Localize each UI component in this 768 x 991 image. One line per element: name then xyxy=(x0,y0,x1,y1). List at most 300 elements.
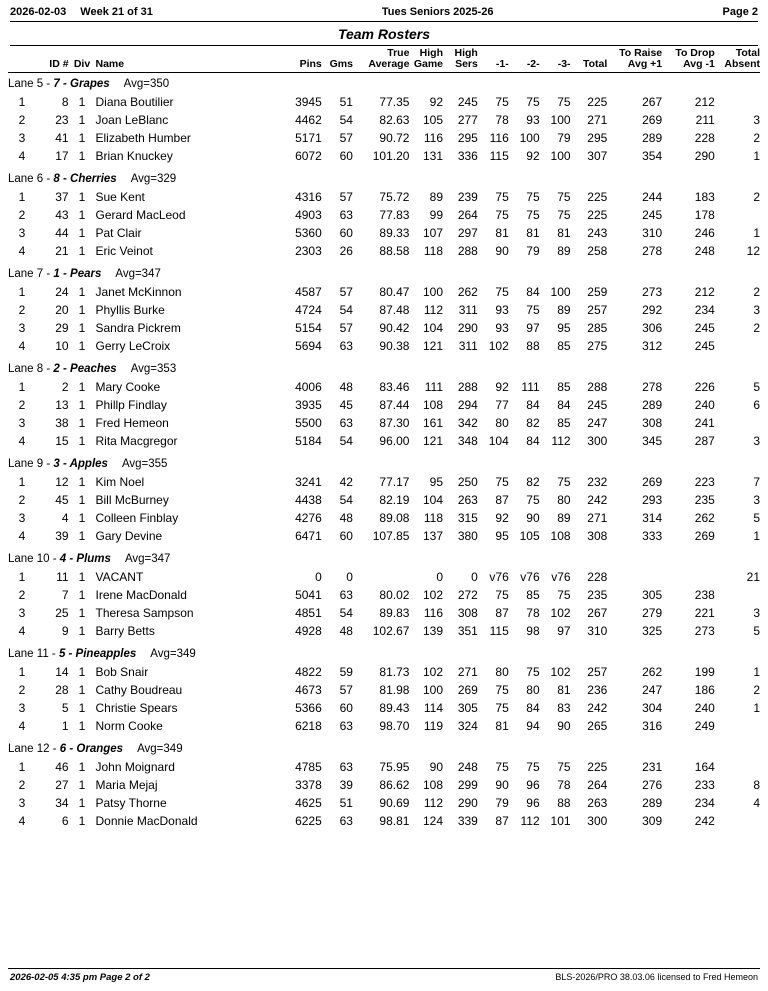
player-total: 264 xyxy=(587,777,608,792)
player-true-average: 107.85 xyxy=(372,528,410,543)
player-game-1: 92 xyxy=(495,379,509,394)
player-total: 242 xyxy=(587,492,608,507)
player-high-game: 121 xyxy=(422,338,443,353)
player-to-drop: 183 xyxy=(694,189,715,204)
player-id: 34 xyxy=(55,795,69,810)
player-number: 1 xyxy=(18,189,26,204)
player-to-drop: 211 xyxy=(695,112,715,127)
player-pins: 4316 xyxy=(295,189,322,204)
player-to-raise: 310 xyxy=(642,225,663,240)
player-total: 257 xyxy=(587,664,608,679)
player-to-raise: 354 xyxy=(642,148,663,163)
team-average: Avg=349 xyxy=(137,742,183,755)
table-row xyxy=(8,661,760,679)
player-games: 54 xyxy=(339,605,353,620)
player-high-series: 342 xyxy=(457,415,478,430)
player-pins: 3935 xyxy=(295,397,322,412)
table-row xyxy=(8,127,760,145)
col-high-game-top: High xyxy=(419,47,443,59)
player-to-raise: 293 xyxy=(642,492,663,507)
player-div: 1 xyxy=(78,528,86,543)
player-high-game: 108 xyxy=(422,777,443,792)
player-to-drop: 228 xyxy=(694,130,715,145)
player-game-1: 80 xyxy=(495,415,509,430)
player-pins: 3241 xyxy=(295,474,322,489)
player-games: 48 xyxy=(339,379,353,394)
player-pins: 5694 xyxy=(295,338,322,353)
table-row xyxy=(8,697,760,715)
player-number: 2 xyxy=(18,302,26,317)
player-pins: 6072 xyxy=(295,148,322,163)
player-high-series: 336 xyxy=(457,148,478,163)
player-div: 1 xyxy=(78,664,86,679)
player-game-3: 102 xyxy=(550,664,571,679)
player-games: 54 xyxy=(339,112,353,127)
player-total-absent: 2 xyxy=(753,682,760,697)
player-high-series: 263 xyxy=(457,492,478,507)
player-div: 1 xyxy=(78,130,86,145)
player-game-1: 90 xyxy=(495,243,509,258)
player-game-1: 79 xyxy=(495,795,509,810)
player-div: 1 xyxy=(78,623,86,638)
player-pins: 4625 xyxy=(295,795,322,810)
player-name: Joan LeBlanc xyxy=(95,112,169,127)
player-game-1: 81 xyxy=(495,225,509,240)
player-game-2: 82 xyxy=(526,415,540,430)
player-game-2: 75 xyxy=(526,664,540,679)
player-games: 57 xyxy=(339,130,353,145)
player-true-average: 77.35 xyxy=(379,94,410,109)
player-true-average: 101.20 xyxy=(372,148,410,163)
player-games: 57 xyxy=(339,320,353,335)
team-label xyxy=(8,358,760,376)
player-total: 236 xyxy=(587,682,608,697)
col-high-game-bottom: Game xyxy=(413,58,443,71)
player-id: 2 xyxy=(61,379,69,394)
col-total-absent-bottom: Absent xyxy=(724,58,760,71)
table-row xyxy=(8,186,760,204)
player-games: 54 xyxy=(339,433,353,448)
player-high-game: 0 xyxy=(436,569,443,584)
player-game-3: 83 xyxy=(557,700,571,715)
player-to-raise: 276 xyxy=(642,777,663,792)
player-game-1: 75 xyxy=(495,587,509,602)
player-games: 60 xyxy=(339,148,353,163)
player-true-average: 89.33 xyxy=(379,225,410,240)
player-to-raise: 309 xyxy=(642,813,663,828)
player-pins: 5041 xyxy=(295,587,322,602)
player-name: Patsy Thorne xyxy=(95,795,167,810)
team-lane: Lane 6 - xyxy=(8,172,54,185)
team-average: Avg=347 xyxy=(115,267,161,280)
team-header-row xyxy=(8,738,760,756)
player-high-series: 299 xyxy=(457,777,478,792)
player-to-drop: 212 xyxy=(694,94,715,109)
player-true-average: 88.58 xyxy=(379,243,410,258)
player-to-drop: 245 xyxy=(694,338,715,353)
player-to-raise: 333 xyxy=(642,528,663,543)
player-div: 1 xyxy=(78,379,86,394)
player-game-2: 97 xyxy=(526,320,540,335)
player-total: 258 xyxy=(587,243,608,258)
player-div: 1 xyxy=(78,225,86,240)
header-week: Week 21 of 31 xyxy=(80,6,153,18)
player-to-drop: 223 xyxy=(694,474,715,489)
col-total-absent xyxy=(715,48,760,70)
player-id: 21 xyxy=(55,243,69,258)
player-game-3: 75 xyxy=(557,94,571,109)
player-true-average: 90.69 xyxy=(379,795,410,810)
player-game-2: 75 xyxy=(526,94,540,109)
player-pins: 4903 xyxy=(295,207,322,222)
player-to-drop: 164 xyxy=(694,759,715,774)
player-number: 2 xyxy=(18,492,26,507)
player-to-raise: 245 xyxy=(642,207,663,222)
player-number: 4 xyxy=(18,433,26,448)
player-to-raise: 247 xyxy=(642,682,663,697)
roster-table xyxy=(8,48,760,828)
player-true-average: 81.98 xyxy=(379,682,410,697)
page-title: Team Rosters xyxy=(337,26,431,42)
col-game-3: -3- xyxy=(557,58,571,71)
player-pins: 3945 xyxy=(295,94,322,109)
team-average: Avg=329 xyxy=(130,172,177,185)
player-number: 4 xyxy=(18,338,26,353)
player-games: 51 xyxy=(339,94,353,109)
player-total-absent xyxy=(715,335,760,353)
header-league: Tues Seniors 2025-26 xyxy=(381,6,494,18)
player-true-average: 86.62 xyxy=(379,777,410,792)
table-row xyxy=(8,240,760,258)
team-lane: Lane 7 - xyxy=(8,267,54,280)
team-label xyxy=(8,738,760,756)
title-divider xyxy=(10,45,758,46)
player-game-3: 112 xyxy=(551,433,571,448)
player-game-2: 75 xyxy=(526,189,540,204)
player-true-average: 89.43 xyxy=(379,700,410,715)
player-to-drop: 287 xyxy=(694,433,715,448)
player-to-raise: 269 xyxy=(642,474,663,489)
player-true-average: 87.48 xyxy=(379,302,410,317)
player-id: 29 xyxy=(55,320,69,335)
player-number: 2 xyxy=(18,207,26,222)
player-id: 38 xyxy=(55,415,69,430)
player-to-drop: 249 xyxy=(694,718,715,733)
player-game-3: 84 xyxy=(557,397,571,412)
player-number: 2 xyxy=(18,682,26,697)
page-header xyxy=(8,6,760,21)
col-div: Div xyxy=(73,58,91,71)
player-total-absent: 7 xyxy=(753,474,760,489)
team-header-row xyxy=(8,263,760,281)
player-games: 54 xyxy=(339,492,353,507)
player-high-series: 0 xyxy=(471,569,478,584)
player-game-3: 75 xyxy=(557,587,571,602)
player-div: 1 xyxy=(78,682,86,697)
table-row xyxy=(8,299,760,317)
team-name: 8 - Cherries xyxy=(53,172,117,185)
col-to-raise xyxy=(607,48,662,70)
player-number: 3 xyxy=(18,415,26,430)
player-id: 7 xyxy=(61,587,69,602)
player-game-3: 78 xyxy=(557,777,571,792)
player-name: Janet McKinnon xyxy=(95,284,182,299)
player-high-series: 351 xyxy=(457,623,478,638)
player-game-3: 80 xyxy=(557,492,571,507)
player-name: Cathy Boudreau xyxy=(95,682,183,697)
table-row xyxy=(8,566,760,584)
team-average: Avg=353 xyxy=(130,362,177,375)
player-game-3: 75 xyxy=(557,759,571,774)
player-to-raise: 304 xyxy=(642,700,663,715)
col-row-number xyxy=(8,48,36,70)
player-total: 295 xyxy=(587,130,608,145)
player-high-series: 245 xyxy=(457,94,478,109)
player-id: 24 xyxy=(55,284,69,299)
player-to-raise: 269 xyxy=(642,112,663,127)
player-game-3: 100 xyxy=(550,284,571,299)
player-id: 25 xyxy=(55,605,69,620)
player-name: Eric Veinot xyxy=(95,243,153,258)
player-game-2: 82 xyxy=(526,474,540,489)
player-pins: 4587 xyxy=(295,284,322,299)
player-game-2: 81 xyxy=(526,225,540,240)
player-to-raise: 278 xyxy=(642,243,663,258)
player-to-raise: 231 xyxy=(642,759,663,774)
player-to-drop: 269 xyxy=(694,528,715,543)
team-average: Avg=349 xyxy=(150,647,196,660)
player-name: Phillp Findlay xyxy=(95,397,167,412)
player-to-raise: 267 xyxy=(642,94,663,109)
player-to-drop: 248 xyxy=(694,243,715,258)
player-name: Sandra Pickrem xyxy=(95,320,181,335)
player-total-absent xyxy=(715,412,760,430)
player-high-game: 114 xyxy=(423,700,443,715)
player-games: 26 xyxy=(339,243,353,258)
player-high-game: 121 xyxy=(422,433,443,448)
player-id: 46 xyxy=(55,759,69,774)
player-total: 228 xyxy=(587,569,608,584)
table-row xyxy=(8,335,760,353)
player-game-1: 93 xyxy=(495,320,509,335)
player-number: 4 xyxy=(18,813,26,828)
player-pins: 6471 xyxy=(295,528,322,543)
player-high-series: 348 xyxy=(457,433,478,448)
player-div: 1 xyxy=(78,397,86,412)
player-games: 42 xyxy=(339,474,353,489)
table-row xyxy=(8,620,760,638)
page-footer xyxy=(8,968,760,983)
player-to-drop: 186 xyxy=(694,682,715,697)
player-game-1: 116 xyxy=(489,130,509,145)
player-game-1: 115 xyxy=(489,623,509,638)
player-games: 39 xyxy=(339,777,353,792)
player-to-raise: 279 xyxy=(642,605,663,620)
player-high-series: 277 xyxy=(457,112,478,127)
player-true-average: 90.38 xyxy=(379,338,410,353)
col-to-drop xyxy=(662,48,715,70)
player-true-average: 80.02 xyxy=(379,587,410,602)
player-total-absent: 1 xyxy=(753,700,760,715)
player-to-drop: 234 xyxy=(694,795,715,810)
team-label xyxy=(8,168,760,186)
player-id: 20 xyxy=(55,302,69,317)
player-total: 300 xyxy=(587,433,608,448)
player-name: John Moignard xyxy=(95,759,175,774)
player-game-2: 96 xyxy=(526,795,540,810)
player-to-raise: 312 xyxy=(642,338,663,353)
player-div: 1 xyxy=(78,338,86,353)
player-div: 1 xyxy=(78,759,86,774)
team-lane: Lane 8 - xyxy=(8,362,54,375)
player-total: 275 xyxy=(587,338,608,353)
player-id: 8 xyxy=(61,94,69,109)
player-total-absent: 6 xyxy=(753,397,760,412)
player-high-game: 92 xyxy=(429,94,443,109)
player-name: Pat Clair xyxy=(95,225,142,240)
player-total: 310 xyxy=(587,623,608,638)
player-true-average: 89.08 xyxy=(379,510,410,525)
player-total-absent: 3 xyxy=(753,492,760,507)
player-div: 1 xyxy=(78,777,86,792)
player-div: 1 xyxy=(78,587,86,602)
player-high-series: 311 xyxy=(458,302,478,317)
player-total: 242 xyxy=(587,700,608,715)
player-games: 60 xyxy=(339,225,353,240)
player-to-raise: 292 xyxy=(642,302,663,317)
team-label xyxy=(8,643,760,661)
player-high-game: 111 xyxy=(424,379,443,394)
player-to-drop: 262 xyxy=(694,510,715,525)
player-to-drop: 233 xyxy=(694,777,715,792)
player-game-1: 75 xyxy=(495,284,509,299)
player-div: 1 xyxy=(78,474,86,489)
player-total: 271 xyxy=(587,112,608,127)
player-high-series: 264 xyxy=(457,207,478,222)
player-game-1: 87 xyxy=(495,492,509,507)
player-total: 225 xyxy=(587,207,608,222)
player-high-series: 288 xyxy=(457,379,478,394)
col-true-average-top: True xyxy=(387,47,410,59)
player-total-absent: 2 xyxy=(753,130,760,145)
player-id: 23 xyxy=(55,112,69,127)
player-name: Mary Cooke xyxy=(95,379,161,394)
player-true-average: 77.83 xyxy=(379,207,410,222)
player-game-1: 75 xyxy=(495,189,509,204)
player-total-absent: 1 xyxy=(753,148,760,163)
player-name: Diana Boutilier xyxy=(95,94,174,109)
player-total: 271 xyxy=(587,510,608,525)
player-games: 57 xyxy=(339,284,353,299)
player-to-drop: 212 xyxy=(694,284,715,299)
player-game-2: 111 xyxy=(521,379,540,394)
player-id: 12 xyxy=(55,474,69,489)
player-number: 2 xyxy=(18,112,26,127)
player-name: Theresa Sampson xyxy=(95,605,194,620)
table-row xyxy=(8,774,760,792)
player-game-1: 87 xyxy=(495,605,509,620)
player-number: 4 xyxy=(18,623,26,638)
player-name: Bob Snair xyxy=(95,664,149,679)
player-game-1: 93 xyxy=(495,302,509,317)
table-row xyxy=(8,281,760,299)
player-number: 1 xyxy=(18,569,26,584)
player-name: Bill McBurney xyxy=(95,492,169,507)
player-to-drop: 242 xyxy=(694,813,715,828)
table-row xyxy=(8,792,760,810)
player-pins: 5154 xyxy=(295,320,322,335)
footer-license: BLS-2026/PRO 38.03.06 licensed to Fred Hemeon xyxy=(555,972,758,982)
player-game-2: 96 xyxy=(526,777,540,792)
player-div: 1 xyxy=(78,189,86,204)
team-name: 1 - Pears xyxy=(53,267,102,280)
player-name: Gerry LeCroix xyxy=(95,338,171,353)
player-div: 1 xyxy=(78,284,86,299)
player-game-3: 75 xyxy=(557,189,571,204)
player-div: 1 xyxy=(78,94,86,109)
player-game-2: 84 xyxy=(526,433,540,448)
table-header xyxy=(8,48,760,72)
player-name: Phyllis Burke xyxy=(95,302,165,317)
player-id: 13 xyxy=(55,397,69,412)
team-name: 3 - Apples xyxy=(53,457,108,470)
player-div: 1 xyxy=(78,492,86,507)
player-number: 1 xyxy=(18,284,26,299)
col-name: Name xyxy=(95,58,125,71)
player-games: 63 xyxy=(339,207,353,222)
player-true-average: 75.95 xyxy=(379,759,410,774)
player-high-series: 308 xyxy=(457,605,478,620)
player-pins: 6218 xyxy=(295,718,322,733)
player-total-absent xyxy=(715,91,760,109)
player-high-series: 380 xyxy=(457,528,478,543)
player-high-game: 107 xyxy=(422,225,443,240)
player-true-average: 96.00 xyxy=(379,433,410,448)
player-high-series: 248 xyxy=(457,759,478,774)
player-total-absent: 2 xyxy=(753,320,760,335)
player-total: 235 xyxy=(587,587,608,602)
table-row xyxy=(8,471,760,489)
player-to-raise: 273 xyxy=(642,284,663,299)
player-number: 1 xyxy=(18,759,26,774)
player-to-raise: 289 xyxy=(642,795,663,810)
player-game-1: 75 xyxy=(495,700,509,715)
player-true-average: 102.67 xyxy=(372,623,410,638)
player-total-absent xyxy=(715,204,760,222)
player-number: 2 xyxy=(18,587,26,602)
player-to-drop: 245 xyxy=(694,320,715,335)
team-name: 7 - Grapes xyxy=(53,77,110,90)
col-high-series-bottom: Sers xyxy=(455,58,478,71)
player-id: 5 xyxy=(61,700,69,715)
player-total-absent xyxy=(715,584,760,602)
player-number: 1 xyxy=(18,379,26,394)
player-to-raise: 262 xyxy=(642,664,663,679)
player-to-drop: 240 xyxy=(694,700,715,715)
player-div: 1 xyxy=(78,569,86,584)
table-row xyxy=(8,91,760,109)
player-to-raise: 289 xyxy=(642,130,663,145)
table-body xyxy=(8,72,760,828)
player-total-absent: 5 xyxy=(753,510,760,525)
player-name: Elizabeth Humber xyxy=(95,130,191,145)
player-game-1: 77 xyxy=(495,397,509,412)
player-games: 63 xyxy=(339,759,353,774)
player-game-3: 101 xyxy=(550,813,571,828)
team-average: Avg=347 xyxy=(124,552,171,565)
player-game-2: 75 xyxy=(526,302,540,317)
player-id: 11 xyxy=(56,569,69,584)
